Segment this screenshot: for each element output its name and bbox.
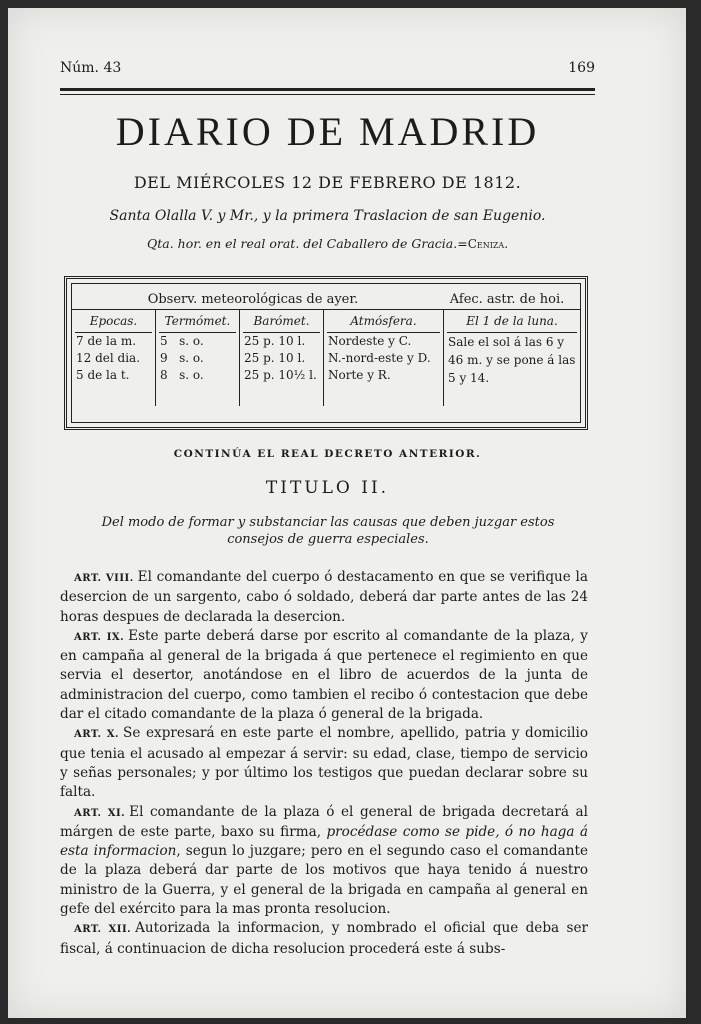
article-text: , segun lo juzgare; pero en el segundo caso el comandante de la plaza deberá dar parte de los motivos que haya tenido á nuestro ministro de la Guerra, y el general de la brigada en campaña al general en gefe del exército para la mas pronta resolucion. <box>60 843 589 918</box>
page-number: 169 <box>568 60 595 76</box>
article-paragraph <box>60 803 588 920</box>
header-rule-thin <box>60 94 595 95</box>
header-barometro: Barómet. <box>243 310 320 333</box>
weather-title-observations: Observ. meteorológicas de ayer. <box>147 292 359 307</box>
header-atmosfera: Atmósfera. <box>327 310 440 333</box>
atmos-cell: N.-nord-este y D. <box>328 351 431 365</box>
article-text: El comandante de la plaza ó el general de brigada decretará al márgen de este parte, baxo su firma, <box>60 803 588 840</box>
column-luna <box>444 310 580 406</box>
section-subtitle: Del modo de formar y substanciar las causas que deben juzgar estos consejos de guerra especiales. <box>101 515 555 547</box>
saints-of-day: Santa Olalla V. y Mr., y la primera Traslacion de san Eugenio. <box>109 208 546 224</box>
article-label: ART. VIII. <box>74 573 134 584</box>
term-cell: 8 s. o. <box>160 368 204 382</box>
atmos-cell: Nordeste y C. <box>328 334 412 348</box>
baro-cell: 25 p. 10½ l. <box>244 368 317 382</box>
oracion-text: Qta. hor. en el real orat. del Caballero de Gracia. <box>146 236 458 251</box>
ceniza-label: Ceniza. <box>467 237 509 251</box>
term-cell: 9 s. o. <box>160 351 204 365</box>
oracion-line <box>60 236 595 251</box>
term-cell: 5 s. o. <box>160 334 204 348</box>
article-body <box>60 568 588 959</box>
weather-title-astro: Afec. astr. de hoi. <box>449 292 565 307</box>
weather-table <box>64 276 588 430</box>
page-header-line <box>60 60 595 76</box>
weather-title-row <box>72 284 580 310</box>
continuation-note: CONTINÚA EL REAL DECRETO ANTERIOR. <box>173 448 482 460</box>
column-epocas <box>72 310 156 406</box>
baro-cell: 25 p. 10 l. <box>244 334 306 348</box>
article-paragraph <box>60 724 588 802</box>
article-italic-text: procédase como se pide, ó no haga á esta informacion <box>60 823 588 860</box>
article-text: Este parte deberá darse por escrito al comandante de la plaza, y en campaña al general de la brigada á que pertenece el regimiento en que servia el desertor, anotándose en el libro de acuerdos de la junta de administracion del cuerpo, como tambien el recibo ó contestacion que debe dar el citado comandante de la plaza ó general de la brigada. <box>60 627 588 723</box>
column-termometro <box>156 310 240 406</box>
article-text: Se expresará en este parte el nombre, apellido, patria y domicilio que tenia el acusado al empezar á servir: su edad, clase, tiempo de servicio y señas personales; y por último los testigos que puedan declarar sobre su falta. <box>60 725 589 801</box>
header-luna: El 1 de la luna. <box>447 310 577 333</box>
article-label: ART. XII. <box>74 924 132 936</box>
epoca-cell: 12 del dia. <box>76 351 141 365</box>
atmos-cell: Norte y R. <box>328 368 391 382</box>
oracion-separator: = <box>457 236 468 251</box>
epoca-cell: 5 de la t. <box>76 368 130 382</box>
article-paragraph <box>60 568 588 627</box>
luna-text: Sale el sol á las 6 y 46 m. y se pone á las 5 y 14. <box>448 335 576 385</box>
masthead-title: DIARIO DE MADRID <box>115 109 540 154</box>
baro-cell: 25 p. 10 l. <box>244 351 306 365</box>
epoca-cell: 7 de la m. <box>76 334 137 348</box>
issue-number: Núm. 43 <box>60 60 122 76</box>
article-paragraph <box>60 627 588 724</box>
dateline: DEL MIÉRCOLES 12 DE FEBRERO DE 1812. <box>133 173 522 192</box>
header-termometro: Termómet. <box>159 310 236 333</box>
article-paragraph <box>60 919 588 959</box>
weather-grid <box>72 310 580 406</box>
section-title: TITULO II. <box>265 478 390 498</box>
article-text: Autorizada la informacion, y nombrado el oficial que deba ser fiscal, á continuacion de dicha resolucion procederá este á subs- <box>60 920 588 957</box>
column-barometro <box>240 310 324 406</box>
newspaper-page <box>8 8 686 1018</box>
article-label: ART. IX. <box>74 631 125 643</box>
header-rule-thick <box>60 88 595 91</box>
article-label: ART. XI. <box>74 807 126 819</box>
article-text: El comandante del cuerpo ó destacamento en que se verifique la desercion de un sargento, cabo ó soldado, deberá dar parte antes de las 24 horas despues de declarada la desercion. <box>60 569 588 625</box>
column-atmosfera <box>324 310 444 406</box>
header-epocas: Epocas. <box>75 310 152 333</box>
article-label: ART. X. <box>74 729 120 741</box>
weather-table-inner <box>71 283 581 423</box>
